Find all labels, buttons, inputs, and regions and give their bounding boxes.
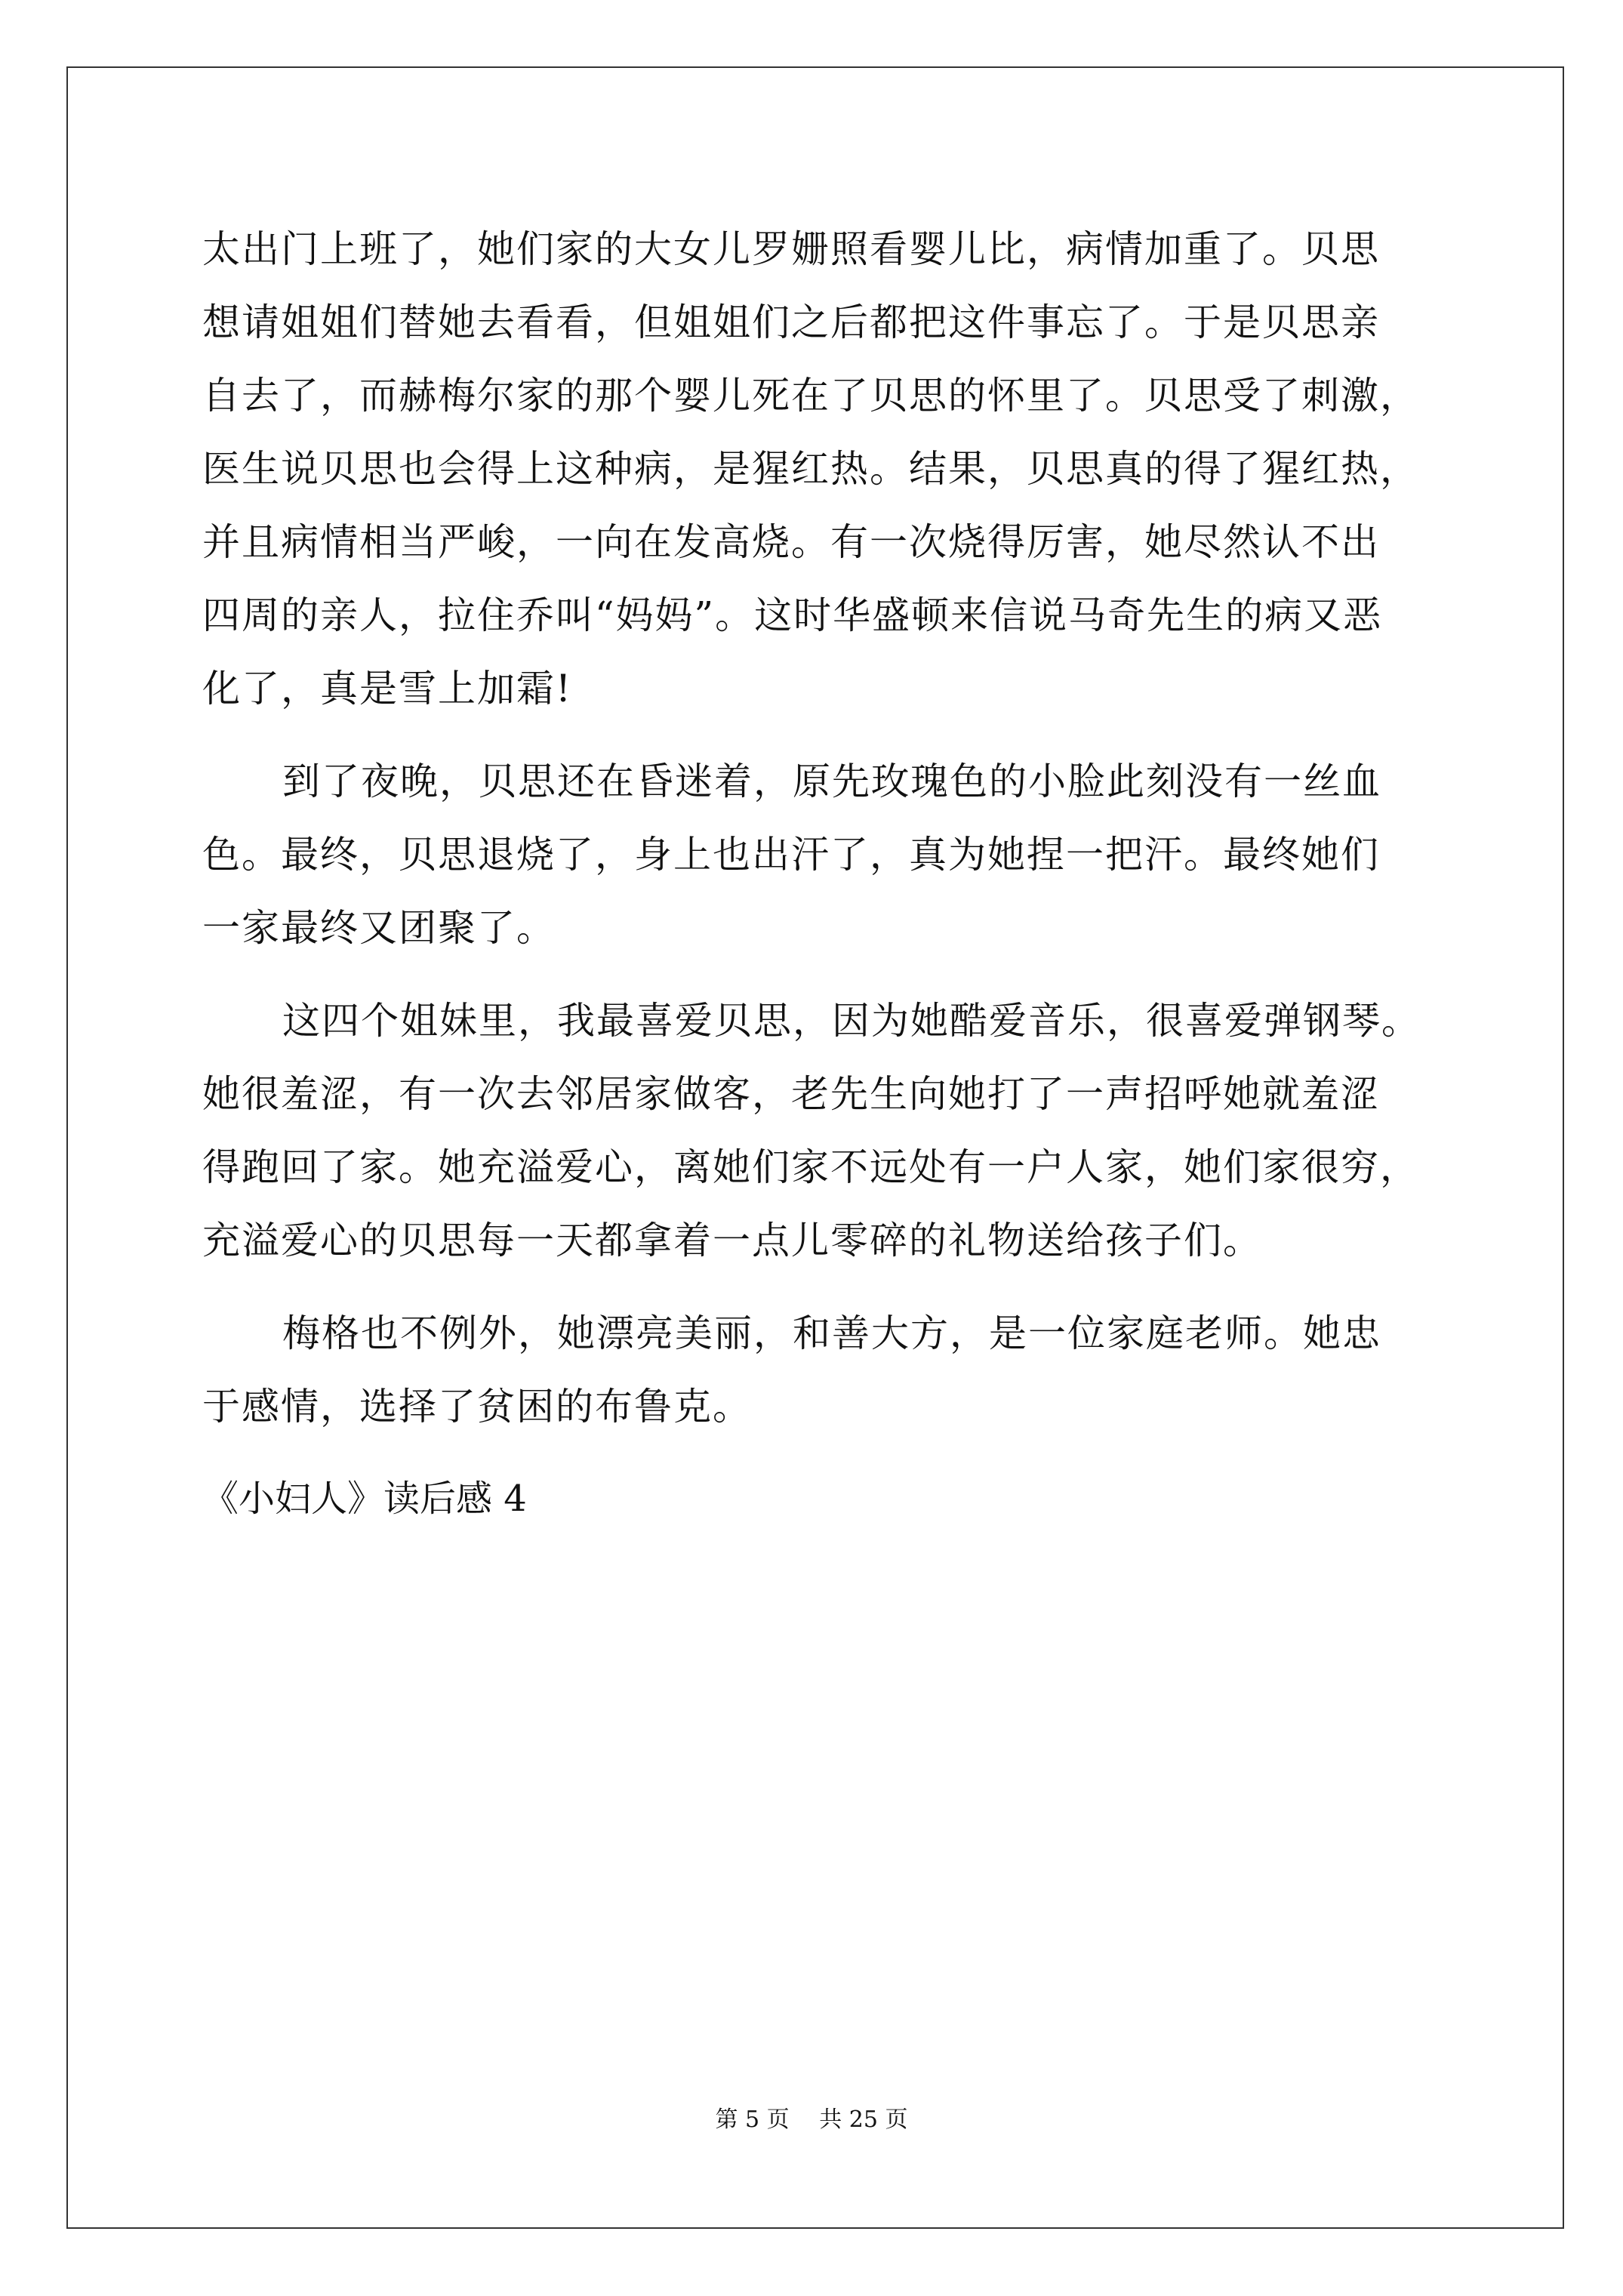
paragraph-1-line-1: 太出门上班了，她们家的大女儿罗姗照看婴儿比，病情加重了。贝思 [202, 227, 1380, 271]
paragraph-1-line-5: 并且病情相当严峻，一向在发高烧。有一次烧得厉害，她尽然认不出 [202, 520, 1380, 564]
paragraph-2-line-3: 一家最终又团聚了。 [202, 906, 556, 950]
paragraph-2-line-1: 到了夜晚，贝思还在昏迷着，原先玫瑰色的小脸此刻没有一丝血 [282, 760, 1381, 803]
paragraph-3-line-4: 充溢爱心的贝思每一天都拿着一点儿零碎的礼物送给孩子们。 [202, 1219, 1262, 1262]
paragraph-4-line-1: 梅格也不例外，她漂亮美丽，和善大方，是一位家庭老师。她忠 [282, 1311, 1381, 1355]
paragraph-3-line-1: 这四个姐妹里，我最喜爱贝思，因为她酷爱音乐，很喜爱弹钢琴。 [282, 999, 1421, 1043]
section-heading: 《小妇人》读后感 4 [202, 1478, 527, 1520]
paragraph-2-line-2: 色。最终，贝思退烧了，身上也出汗了，真为她捏一把汗。最终她们 [202, 833, 1380, 877]
paragraph-1-line-7: 化了，真是雪上加霜! [202, 667, 573, 710]
paragraph-1-line-6: 四周的亲人，拉住乔叫“妈妈”。这时华盛顿来信说马奇先生的病又恶 [202, 593, 1383, 637]
paragraph-1-line-4: 医生说贝思也会得上这种病，是猩红热。结果，贝思真的得了猩红热， [202, 447, 1419, 491]
paragraph-3-line-2: 她很羞涩，有一次去邻居家做客，老先生向她打了一声招呼她就羞涩 [202, 1072, 1380, 1116]
paragraph-4-line-2: 于感情，选择了贫困的布鲁克。 [202, 1385, 752, 1428]
page-footer: 第 5 页 共 25 页 [715, 2106, 908, 2133]
paragraph-3-line-3: 得跑回了家。她充溢爱心，离她们家不远处有一户人家，她们家很穷， [202, 1145, 1419, 1189]
paragraph-1-line-2: 想请姐姐们替她去看看，但姐姐们之后都把这件事忘了。于是贝思亲 [202, 300, 1380, 344]
paragraph-1-line-3: 自去了，而赫梅尔家的那个婴儿死在了贝思的怀里了。贝思受了刺激， [202, 374, 1419, 418]
